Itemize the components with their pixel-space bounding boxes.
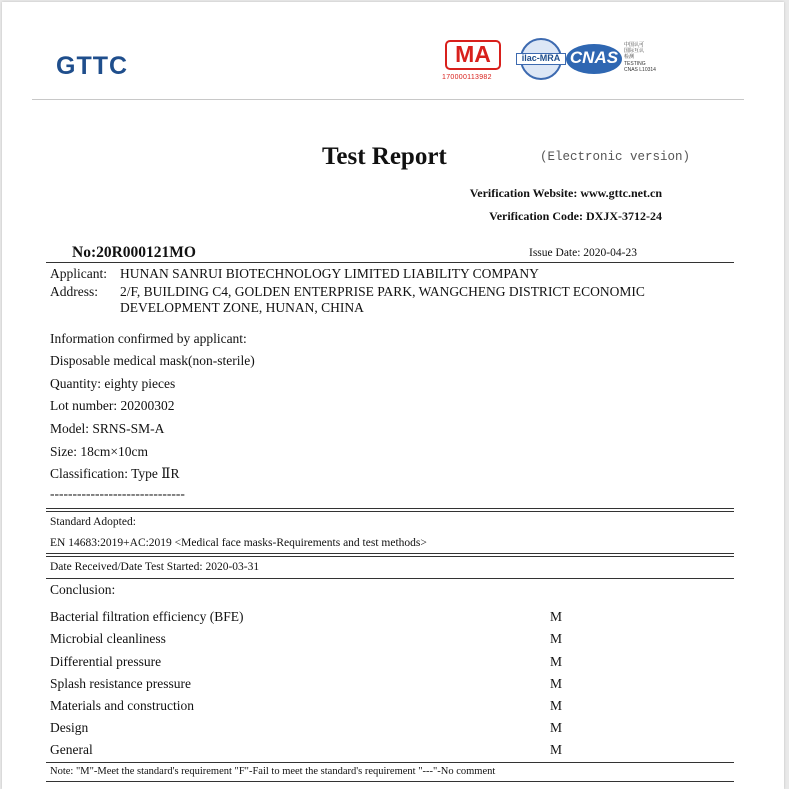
model: Model: SRNS-SM-A bbox=[50, 421, 165, 436]
rule bbox=[46, 556, 734, 557]
conclusion-result: M bbox=[550, 631, 563, 646]
standard-label: Standard Adopted: bbox=[50, 516, 136, 528]
address-line-1: 2/F, BUILDING C4, GOLDEN ENTERPRISE PARK, WANGCHENG DISTRICT ECONOMIC bbox=[120, 284, 645, 299]
confirmed-info-label: Information confirmed by applicant: bbox=[50, 331, 247, 346]
standard-value: EN 14683:2019+AC:2019 <Medical face masks-Requirements and test methods> bbox=[50, 537, 427, 549]
ilac-mra-logo: ilac-MRA bbox=[516, 38, 566, 86]
ma-number: 170000113982 bbox=[442, 74, 492, 81]
rule bbox=[46, 262, 734, 263]
product-name: Disposable medical mask(non-sterile) bbox=[50, 353, 255, 368]
header-divider bbox=[32, 99, 744, 100]
verification-code: Verification Code: DXJX-3712-24 bbox=[489, 209, 662, 223]
conclusion-result: M bbox=[550, 742, 563, 757]
conclusion-item: Differential pressure bbox=[50, 654, 162, 669]
report-title: Test Report bbox=[322, 143, 447, 170]
conclusion-result: M bbox=[550, 698, 563, 713]
applicant-label: Applicant: bbox=[50, 266, 107, 281]
result-legend-note: Note: "M"-Meet the standard's requirement "F"-Fail to meet the standard's requirement "---"-No comment bbox=[50, 766, 496, 777]
date-received: Date Received/Date Test Started: 2020-03-31 bbox=[50, 561, 260, 573]
conclusion-label: Conclusion: bbox=[50, 582, 116, 597]
conclusion-item: General bbox=[50, 742, 93, 757]
cma-certification-logo bbox=[442, 40, 508, 86]
conclusion-item: Microbial cleanliness bbox=[50, 631, 166, 646]
report-page bbox=[2, 2, 784, 789]
rule bbox=[46, 508, 734, 509]
lot-number: Lot number: 20200302 bbox=[50, 398, 175, 413]
rule bbox=[46, 511, 734, 512]
report-number: No:20R000121MO bbox=[72, 244, 196, 261]
address-label: Address: bbox=[50, 284, 98, 299]
applicant-value: HUNAN SANRUI BIOTECHNOLOGY LIMITED LIABILITY COMPANY bbox=[120, 266, 539, 281]
verification-website: Verification Website: www.gttc.net.cn bbox=[469, 186, 662, 200]
conclusion-item: Design bbox=[50, 720, 89, 735]
quantity: Quantity: eighty pieces bbox=[50, 376, 176, 391]
conclusion-item: Splash resistance pressure bbox=[50, 676, 191, 691]
conclusion-item: Bacterial filtration efficiency (BFE) bbox=[50, 609, 244, 624]
conclusion-item: Materials and construction bbox=[50, 698, 194, 713]
electronic-version-label: (Electronic version) bbox=[540, 150, 691, 164]
rule bbox=[46, 553, 734, 554]
size: Size: 18cm×10cm bbox=[50, 444, 148, 459]
ma-mark: MA bbox=[455, 41, 491, 67]
issue-date: Issue Date: 2020-04-23 bbox=[529, 247, 637, 259]
cnas-logo: CNAS 中国认可 国际互认 检测 TESTING CNAS L10314 bbox=[566, 40, 658, 80]
separator-dashes: ------------------------------ bbox=[50, 486, 185, 501]
conclusion-result: M bbox=[550, 609, 563, 624]
rule bbox=[46, 762, 734, 763]
conclusion-result: M bbox=[550, 720, 563, 735]
gttc-logo: GTTC bbox=[56, 52, 129, 80]
rule bbox=[46, 578, 734, 579]
classification: Classification: Type ⅡR bbox=[50, 466, 180, 481]
conclusion-result: M bbox=[550, 676, 563, 691]
conclusion-result: M bbox=[550, 654, 563, 669]
rule bbox=[46, 781, 734, 782]
address-line-2: DEVELOPMENT ZONE, HUNAN, CHINA bbox=[120, 300, 364, 315]
